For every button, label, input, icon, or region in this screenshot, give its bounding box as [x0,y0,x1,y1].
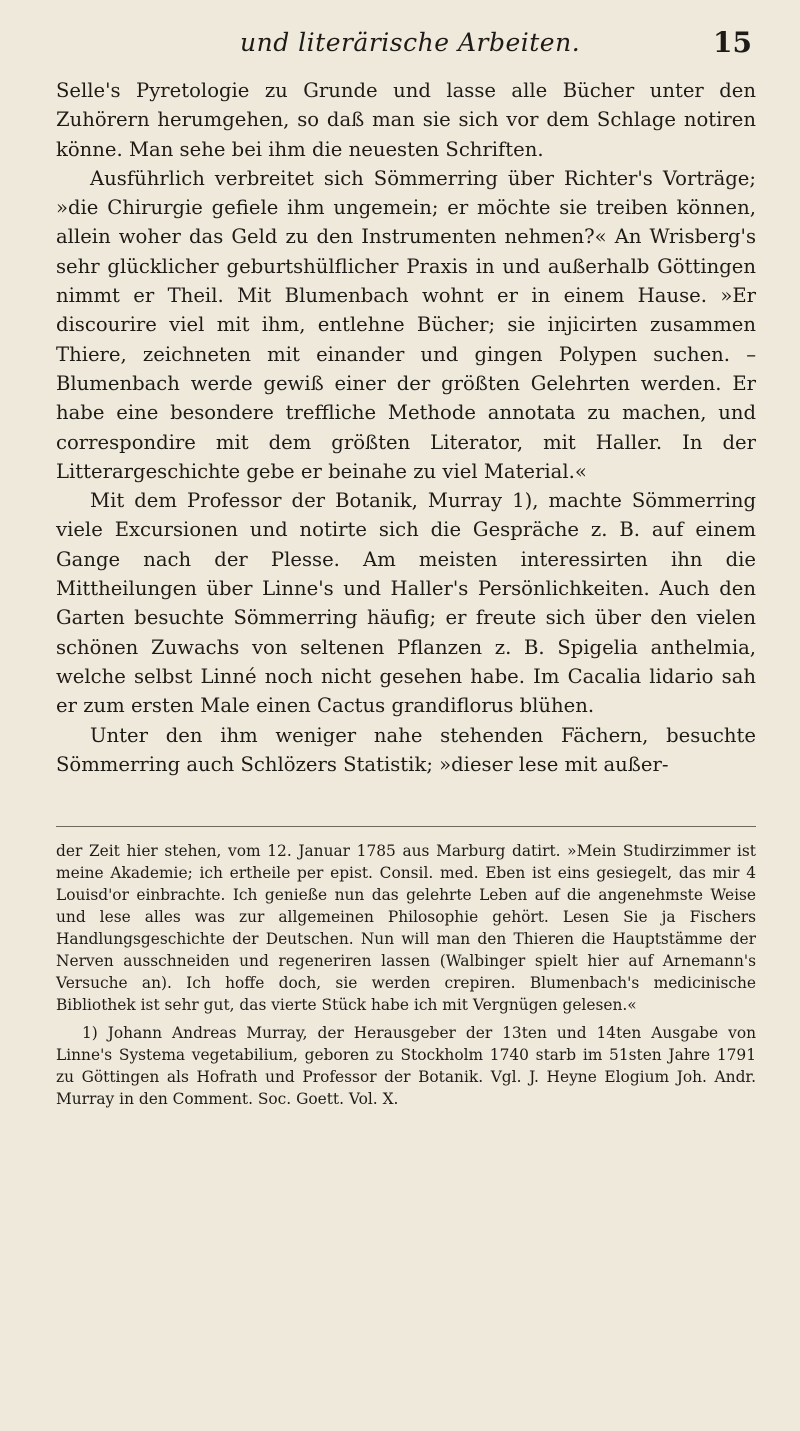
footnote-continued: der Zeit hier stehen, vom 12. Januar 1785 aus Marburg datirt. »Mein Studirzimmer ist meine Akademie; ich ertheile per epist. Consil. med. Eben ist eins gesiegelt, das mir 4 Louisd'or einbrachte. Ich genieße nun das gelehrte Leben auf die angenehmste Weise und lese alles was zur allgemeinen Philosophie gehört. Lesen Sie ja Fischers Handlungsgeschichte der Deutschen. Nun will man den Thieren die Hauptstämme der Nerven ausschneiden und regeneriren lassen (Walbinger spielt hier auf Arnemann's Versuche an). Ich hoffe doch, sie werden crepiren. Blumenbach's medicinische Bibliothek ist sehr gut, das vierte Stück habe ich mit Vergnügen gelesen.« [56,842,756,1014]
paragraph-richter: Ausführlich verbreitet sich Sömmerring über Richter's Vorträge; »die Chirurgie gefiele ihm ungemein; er möchte sie treiben können, allein woher das Geld zu den Instrumenten nehmen?« An Wrisberg's sehr glücklicher geburtshülflicher Praxis in und außerhalb Göttingen nimmt er Theil. Mit Blumenbach wohnt er in einem Hause. »Er discourire viel mit ihm, entlehne Bücher; sie injicirten zusammen Thiere, zeichneten mit einander und gingen Polypen suchen. – Blumenbach werde gewiß einer der größten Gelehrten werden. Er habe eine besondere treffliche Methode annotata zu machen, und correspondire mit dem größten Literator, mit Haller. In der Litterargeschichte gebe er beinahe zu viel Material.« [56,166,756,483]
paragraph-schloezer: Unter den ihm weniger nahe stehenden Fächern, besuchte Sömmerring auch Schlözers Statistik; »dieser lese mit außer- [56,723,756,776]
paragraph-murray: Mit dem Professor der Botanik, Murray 1), machte Sömmerring viele Excursionen und notirte sich die Gespräche z. B. auf einem Gange nach der Plesse. Am meisten interessirten ihn die Mittheilungen über Linne's und Haller's Persönlichkeiten. Auch den Garten besuchte Sömmerring häufig; er freute sich über den vielen schönen Zuwachs von seltenen Pflanzen z. B. Spigelia anthelmia, welche selbst Linné noch nicht gesehen habe. Im Cacalia lidario sah er zum ersten Male einen Cactus grandiflorus blühen. [56,489,756,718]
main-text [56,76,756,779]
running-head: und literärische Arbeiten. [240,28,581,57]
paragraph-continued: Selle's Pyretologie zu Grunde und lasse alle Bücher unter den Zuhörern herumgehen, so daß man sie sich vor dem Schlage notiren könne. Man sehe bei ihm die neuesten Schriften. [56,79,756,161]
footnote-divider [56,826,756,827]
footnote-1: 1) Johann Andreas Murray, der Herausgeber der 13ten und 14ten Ausgabe von Linne's Systema vegetabilium, geboren zu Stockholm 1740 starb im 51sten Jahre 1791 zu Göttingen als Hofrath und Professor der Botanik. Vgl. J. Heyne Elogium Joh. Andr. Murray in den Comment. Soc. Goett. Vol. X. [56,1024,756,1108]
page-header [60,26,752,60]
footnotes [56,840,756,1110]
page-number: 15 [713,26,752,59]
